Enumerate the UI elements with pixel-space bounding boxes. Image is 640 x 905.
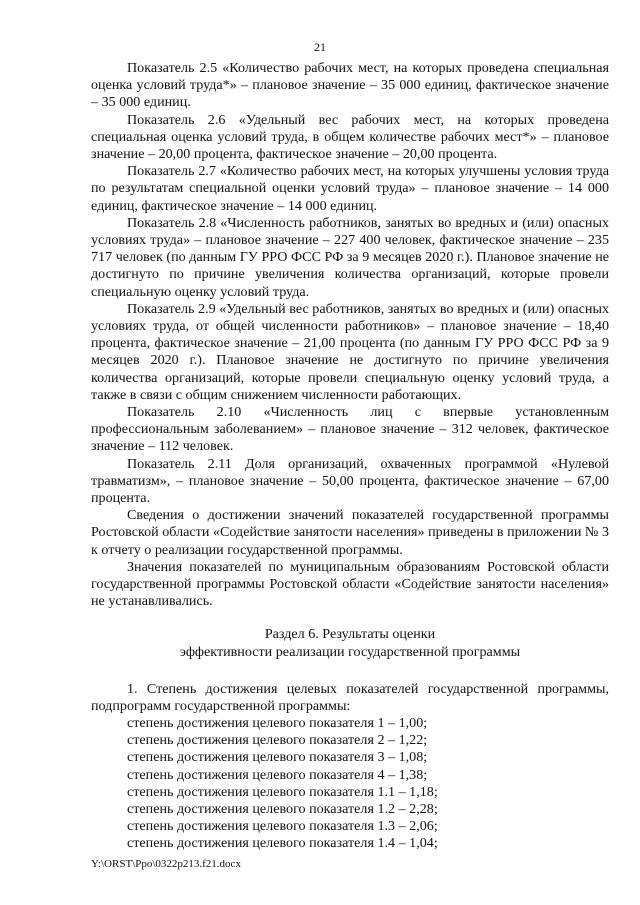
paragraph-indicator-2-9: Показатель 2.9 «Удельный вес работников, занятых во вредных и (или) опасных условиях труда, от общей численности работников» – плановое значение – 18,40 процента, фактическое значение – 21,00 процента (по данным ГУ РРО ФСС РФ за 9 месяцев 2020 г.). Плановое значение не достигнуто по причине увеличения количества организаций, которые провели специальную оценку условий труда, а также в связи с общим снижением численности работающих. xyxy=(91,300,609,403)
list-item: степень достижения целевого показателя 3 – 1,08; xyxy=(127,749,428,766)
list-item: степень достижения целевого показателя 2 – 1,22; xyxy=(127,732,428,749)
indicator-list xyxy=(91,715,609,853)
section-heading-line-1: Раздел 6. Результаты оценки xyxy=(264,625,436,642)
paragraph-appendix-reference: Сведения о достижении значений показателей государственной программы Ростовской области «Содействие занятости населения» приведены в приложении № 3 к отчету о реализации государственной программы. xyxy=(91,507,609,558)
section-heading xyxy=(91,625,609,661)
paragraph-indicator-2-5: Показатель 2.5 «Количество рабочих мест, на которых проведена специальная оценка условий труда*» – плановое значение – 35 000 единиц, фактическое значение – 35 000 единиц. xyxy=(91,60,609,111)
document-body xyxy=(91,60,609,853)
list-item: степень достижения целевого показателя 1.1 – 1,18; xyxy=(127,783,438,800)
list-item: степень достижения целевого показателя 1.2 – 2,28; xyxy=(127,800,438,817)
paragraph-indicator-2-11: Показатель 2.11 Доля организаций, охваченных программой «Нулевой травматизм», – плановое значение – 50,00 процента, фактическое значение – 67,00 процента. xyxy=(91,455,609,507)
list-item: степень достижения целевого показателя 1 – 1,00; xyxy=(127,714,428,731)
page-number: 21 xyxy=(314,40,326,54)
paragraph-indicator-2-10: Показатель 2.10 «Численность лиц с впервые установленным профессиональным заболеванием» – плановое значение – 312 человек, фактическое значение – 112 человек. xyxy=(91,404,609,455)
paragraph-indicator-2-6: Показатель 2.6 «Удельный вес рабочих мест, на которых проведена специальная оценка условий труда, в общем количестве рабочих мест*» – плановое значение – 20,00 процента, фактическое значение – 20,00 процента. xyxy=(91,111,609,163)
list-item: степень достижения целевого показателя 4 – 1,38; xyxy=(127,766,428,783)
paragraph-achievement-intro: 1. Степень достижения целевых показателей государственной программы, подпрограмм государственной программы: xyxy=(91,680,609,714)
paragraph-indicator-2-8: Показатель 2.8 «Численность работников, занятых во вредных и (или) опасных условиях труда» – плановое значение – 227 400 человек, фактическое значение – 235 717 человек (по данным ГУ РРО ФСС РФ за 9 месяцев 2020 г.). Плановое значение не достигнуто по причине увеличения количества организаций, которые провели специальную оценку условий труда. xyxy=(91,214,609,300)
paragraph-indicator-2-7: Показатель 2.7 «Количество рабочих мест, на которых улучшены условия труда по результатам специальной оценки условий труда» – плановое значение – 14 000 единиц, фактическое значение – 14 000 единиц. xyxy=(91,163,609,214)
list-item: степень достижения целевого показателя 1.4 – 1,04; xyxy=(127,835,438,852)
footer-file-path: Y:\ORST\Ppo\0322p213.f21.docx xyxy=(91,858,241,870)
section-heading-line-2: эффективности реализации государственной программы xyxy=(179,643,521,660)
list-item: степень достижения целевого показателя 1.3 – 2,06; xyxy=(127,818,438,835)
paragraph-municipal-values: Значения показателей по муниципальным образованиям Ростовской области государственной программы Ростовской области «Содействие занятости населения» не устанавливались. xyxy=(91,558,609,610)
